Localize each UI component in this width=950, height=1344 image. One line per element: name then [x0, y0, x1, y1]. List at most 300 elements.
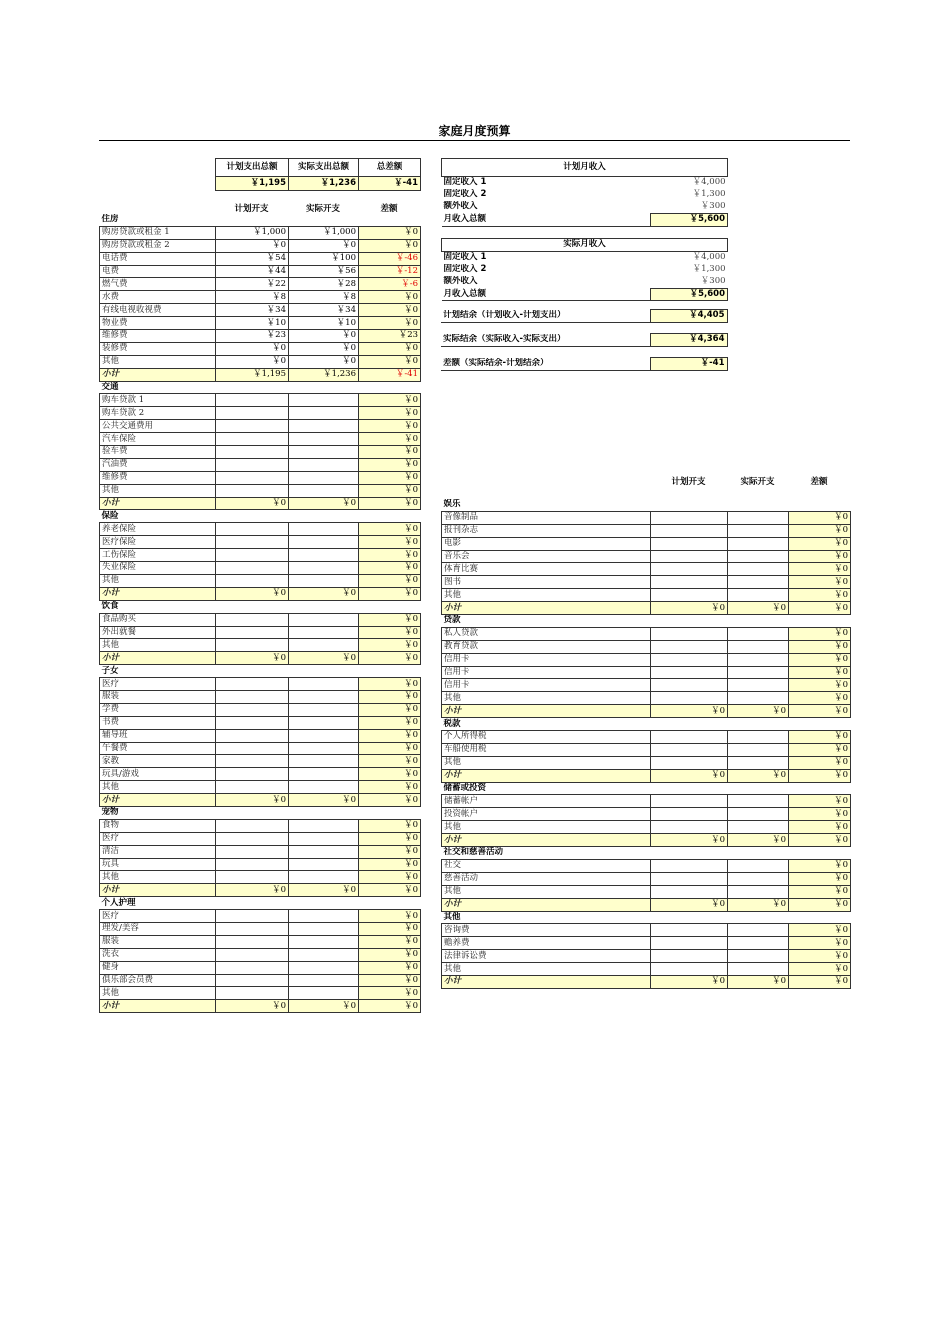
actual-cell[interactable]	[728, 679, 789, 692]
diff-cell[interactable]: ￥0	[789, 950, 851, 963]
planned-cell[interactable]	[216, 768, 289, 781]
actual-cell[interactable]	[728, 821, 789, 834]
diff-cell[interactable]: ￥0	[359, 458, 421, 471]
diff-cell[interactable]: ￥0	[359, 845, 421, 858]
actual-cell[interactable]: ￥10	[289, 317, 359, 330]
planned-cell[interactable]	[216, 703, 289, 716]
planned-cell[interactable]: ￥0	[216, 884, 289, 897]
diff-cell[interactable]: ￥0	[789, 537, 851, 550]
planned-cell[interactable]	[651, 859, 728, 872]
total-actual-value[interactable]: ￥1,236	[289, 177, 359, 191]
planned-cell[interactable]	[651, 640, 728, 653]
actual-cell[interactable]	[289, 922, 359, 935]
planned-cell[interactable]: ￥22	[216, 278, 289, 291]
col-header-actual: 实际开支	[305, 203, 340, 214]
planned-cell[interactable]	[651, 524, 728, 537]
row-label: 其他	[442, 756, 651, 769]
actual-cell[interactable]	[289, 987, 359, 1000]
table-row	[100, 948, 421, 961]
diff-cell[interactable]: ￥0	[359, 239, 421, 252]
actual-cell[interactable]	[289, 678, 359, 691]
diff-cell[interactable]: ￥0	[359, 626, 421, 639]
total-planned-value[interactable]: ￥1,195	[216, 177, 289, 191]
actual-cell[interactable]	[289, 562, 359, 575]
actual-cell[interactable]	[289, 484, 359, 497]
actual-cell[interactable]	[289, 768, 359, 781]
diff-cell[interactable]: ￥0	[359, 446, 421, 459]
diff-cell[interactable]: ￥0	[359, 342, 421, 355]
actual-cell[interactable]	[289, 961, 359, 974]
planned-cell[interactable]	[216, 871, 289, 884]
planned-cell[interactable]	[216, 639, 289, 652]
actual-income-total-value[interactable]: ￥5,600	[651, 288, 728, 301]
table-row	[100, 613, 421, 626]
actual-cell[interactable]: ￥0	[289, 497, 359, 510]
actual-cell[interactable]: ￥8	[289, 291, 359, 304]
planned-cell[interactable]	[216, 394, 289, 407]
row-label: 电费	[100, 265, 216, 278]
actual-cell[interactable]	[728, 563, 789, 576]
actual-cell[interactable]	[728, 937, 789, 950]
planned-income-value[interactable]: ￥1,300	[692, 189, 726, 200]
actual-cell[interactable]	[289, 394, 359, 407]
actual-cell[interactable]	[728, 653, 789, 666]
planned-cell[interactable]	[216, 742, 289, 755]
diff-cell[interactable]: ￥0	[359, 922, 421, 935]
diff-cell[interactable]: ￥0	[359, 768, 421, 781]
planned-cell[interactable]: ￥0	[216, 587, 289, 600]
planned-cell[interactable]	[216, 562, 289, 575]
planned-cell[interactable]	[216, 471, 289, 484]
actual-cell[interactable]	[289, 574, 359, 587]
actual-cell[interactable]	[728, 550, 789, 563]
planned-cell[interactable]: ￥23	[216, 330, 289, 343]
diff-cell[interactable]: ￥23	[359, 330, 421, 343]
actual-cell[interactable]	[728, 808, 789, 821]
planned-cell[interactable]	[216, 819, 289, 832]
diff-cell[interactable]: ￥0	[359, 407, 421, 420]
diff-cell[interactable]: ￥0	[359, 562, 421, 575]
planned-cell[interactable]	[216, 523, 289, 536]
planned-cell[interactable]	[651, 963, 728, 976]
actual-cell[interactable]	[728, 950, 789, 963]
table-row	[100, 226, 421, 239]
planned-cell[interactable]	[216, 574, 289, 587]
diff-cell[interactable]: ￥0	[789, 576, 851, 589]
diff-cell[interactable]: ￥0	[359, 871, 421, 884]
planned-cell[interactable]	[216, 910, 289, 923]
planned-cell[interactable]: ￥44	[216, 265, 289, 278]
planned-cell[interactable]	[651, 795, 728, 808]
actual-cell[interactable]	[289, 703, 359, 716]
planned-cell[interactable]: ￥1,000	[216, 226, 289, 239]
actual-cell[interactable]	[289, 948, 359, 961]
subtotal-row	[442, 705, 851, 718]
diff-cell[interactable]: ￥0	[789, 602, 851, 615]
diff-cell[interactable]: ￥0	[359, 948, 421, 961]
diff-cell[interactable]: ￥0	[789, 821, 851, 834]
table-row	[100, 420, 421, 433]
diff-cell[interactable]: ￥0	[359, 703, 421, 716]
actual-cell[interactable]	[289, 471, 359, 484]
diff-cell[interactable]: ￥0	[789, 924, 851, 937]
diff-cell[interactable]: ￥0	[359, 433, 421, 446]
planned-cell[interactable]	[216, 678, 289, 691]
actual-cell[interactable]	[289, 690, 359, 703]
actual-cell[interactable]	[728, 640, 789, 653]
planned-cell[interactable]: ￥0	[216, 239, 289, 252]
total-actual-header: 实际支出总额	[289, 159, 359, 177]
actual-cell[interactable]	[289, 974, 359, 987]
actual-cell[interactable]	[728, 692, 789, 705]
diff-cell[interactable]: ￥0	[359, 794, 421, 807]
diff-cell[interactable]: ￥0	[359, 742, 421, 755]
planned-cell[interactable]	[216, 987, 289, 1000]
diff-cell[interactable]: ￥0	[359, 226, 421, 239]
planned-cell[interactable]	[216, 626, 289, 639]
diff-cell[interactable]: ￥-46	[359, 252, 421, 265]
planned-cell[interactable]	[651, 743, 728, 756]
diff-cell[interactable]: ￥0	[789, 705, 851, 718]
actual-income-label: 额外收入	[443, 276, 478, 287]
planned-cell[interactable]: ￥1,195	[216, 368, 289, 381]
planned-cell[interactable]	[216, 433, 289, 446]
diff-cell[interactable]: ￥0	[359, 935, 421, 948]
planned-cell[interactable]	[216, 420, 289, 433]
diff-cell[interactable]: ￥0	[359, 716, 421, 729]
diff-cell[interactable]: ￥0	[359, 420, 421, 433]
table-row	[100, 471, 421, 484]
planned-cell[interactable]	[651, 821, 728, 834]
planned-cell[interactable]	[216, 446, 289, 459]
planned-income-value[interactable]: ￥4,000	[692, 177, 726, 188]
planned-cell[interactable]: ￥0	[651, 769, 728, 782]
diff-cell[interactable]: ￥0	[359, 858, 421, 871]
actual-cell[interactable]	[289, 910, 359, 923]
diff-cell[interactable]: ￥-6	[359, 278, 421, 291]
subtotal-row	[442, 975, 851, 988]
actual-cell[interactable]: ￥0	[728, 705, 789, 718]
actual-cell[interactable]	[289, 716, 359, 729]
actual-cell[interactable]	[289, 407, 359, 420]
diff-cell[interactable]: ￥0	[359, 304, 421, 317]
diff-cell[interactable]: ￥0	[789, 511, 851, 524]
planned-cell[interactable]	[216, 781, 289, 794]
diff-cell[interactable]: ￥0	[789, 666, 851, 679]
planned-cell[interactable]	[216, 755, 289, 768]
planned-cell[interactable]	[216, 845, 289, 858]
diff-cell[interactable]: ￥0	[359, 652, 421, 665]
actual-income-value[interactable]: ￥300	[700, 276, 726, 287]
planned-cell[interactable]	[651, 550, 728, 563]
diff-cell[interactable]: ￥0	[359, 484, 421, 497]
diff-cell[interactable]: ￥0	[789, 743, 851, 756]
planned-cell[interactable]	[216, 935, 289, 948]
diff-cell[interactable]: ￥0	[359, 394, 421, 407]
planned-cell[interactable]	[651, 666, 728, 679]
planned-cell[interactable]	[651, 924, 728, 937]
planned-cell[interactable]	[651, 692, 728, 705]
section-title: 子女	[101, 665, 119, 676]
planned-cell[interactable]	[651, 950, 728, 963]
actual-income-value[interactable]: ￥1,300	[692, 264, 726, 275]
diff-cell[interactable]: ￥0	[789, 524, 851, 537]
planned-cell[interactable]	[216, 974, 289, 987]
planned-cell[interactable]	[216, 858, 289, 871]
diff-cell[interactable]: ￥0	[359, 755, 421, 768]
planned-cell[interactable]	[216, 922, 289, 935]
planned-cell[interactable]	[651, 537, 728, 550]
planned-cell[interactable]	[651, 576, 728, 589]
diff-cell[interactable]: ￥-12	[359, 265, 421, 278]
actual-cell[interactable]	[728, 731, 789, 744]
actual-cell[interactable]: ￥0	[289, 342, 359, 355]
actual-cell[interactable]: ￥0	[728, 602, 789, 615]
row-label: 理发/美容	[100, 922, 216, 935]
actual-cell[interactable]: ￥0	[728, 898, 789, 911]
actual-cell[interactable]	[289, 819, 359, 832]
actual-cell[interactable]	[289, 755, 359, 768]
planned-cell[interactable]	[651, 937, 728, 950]
actual-cell[interactable]: ￥34	[289, 304, 359, 317]
diff-cell[interactable]: ￥0	[789, 640, 851, 653]
diff-cell[interactable]: ￥0	[789, 975, 851, 988]
actual-cell[interactable]: ￥0	[728, 834, 789, 847]
planned-cell[interactable]	[651, 756, 728, 769]
actual-cell[interactable]	[289, 935, 359, 948]
subtotal-label: 小计	[442, 834, 651, 847]
planned-cell[interactable]	[651, 679, 728, 692]
diff-cell[interactable]: ￥0	[359, 974, 421, 987]
actual-cell[interactable]: ￥0	[728, 975, 789, 988]
actual-cell[interactable]: ￥0	[289, 587, 359, 600]
planned-cell[interactable]	[216, 690, 289, 703]
actual-cell[interactable]	[728, 872, 789, 885]
actual-cell[interactable]	[289, 639, 359, 652]
planned-cell[interactable]	[651, 872, 728, 885]
diff-cell[interactable]: ￥0	[789, 769, 851, 782]
planned-cell[interactable]: ￥8	[216, 291, 289, 304]
actual-cell[interactable]	[728, 589, 789, 602]
actual-cell[interactable]: ￥0	[289, 794, 359, 807]
row-label: 信用卡	[442, 679, 651, 692]
actual-cell[interactable]	[289, 626, 359, 639]
diff-cell[interactable]: ￥0	[359, 781, 421, 794]
actual-cell[interactable]	[728, 511, 789, 524]
diff-cell[interactable]: ￥0	[359, 690, 421, 703]
planned-cell[interactable]	[216, 729, 289, 742]
diff-cell[interactable]: ￥0	[359, 819, 421, 832]
actual-balance-value[interactable]: ￥4,364	[650, 334, 727, 347]
planned-cell[interactable]: ￥0	[651, 602, 728, 615]
diff-cell[interactable]: ￥0	[359, 884, 421, 897]
diff-cell[interactable]: ￥0	[359, 536, 421, 549]
planned-cell[interactable]: ￥10	[216, 317, 289, 330]
actual-cell[interactable]: ￥0	[289, 652, 359, 665]
actual-cell[interactable]	[289, 742, 359, 755]
actual-cell[interactable]	[289, 433, 359, 446]
planned-cell[interactable]	[216, 832, 289, 845]
row-label: 投资帐户	[442, 808, 651, 821]
actual-cell[interactable]	[289, 858, 359, 871]
planned-cell[interactable]	[651, 589, 728, 602]
planned-income-value[interactable]: ￥300	[700, 201, 726, 212]
diff-cell[interactable]: ￥0	[789, 550, 851, 563]
diff-cell[interactable]: ￥0	[789, 898, 851, 911]
planned-cell[interactable]: ￥0	[651, 975, 728, 988]
planned-cell[interactable]	[216, 948, 289, 961]
planned-cell[interactable]: ￥54	[216, 252, 289, 265]
planned-cell[interactable]	[651, 627, 728, 640]
actual-cell[interactable]	[289, 458, 359, 471]
actual-cell[interactable]: ￥0	[289, 239, 359, 252]
diff-cell[interactable]: ￥0	[789, 731, 851, 744]
actual-cell[interactable]	[289, 446, 359, 459]
diff-cell[interactable]: ￥0	[789, 834, 851, 847]
diff-cell[interactable]: ￥0	[789, 653, 851, 666]
planned-cell[interactable]	[651, 731, 728, 744]
diff-cell[interactable]: ￥0	[359, 987, 421, 1000]
diff-cell[interactable]: ￥-41	[359, 368, 421, 381]
diff-cell[interactable]: ￥0	[359, 613, 421, 626]
planned-cell[interactable]	[651, 808, 728, 821]
table-row	[100, 703, 421, 716]
planned-cell[interactable]	[651, 885, 728, 898]
actual-cell[interactable]	[289, 871, 359, 884]
actual-cell[interactable]	[728, 795, 789, 808]
table-row	[100, 871, 421, 884]
diff-cell[interactable]: ￥0	[359, 497, 421, 510]
planned-cell[interactable]	[216, 536, 289, 549]
diff-cell[interactable]: ￥0	[789, 937, 851, 950]
diff-cell[interactable]: ￥0	[359, 1000, 421, 1013]
actual-cell[interactable]: ￥0	[728, 769, 789, 782]
actual-cell[interactable]	[728, 537, 789, 550]
diff-cell[interactable]: ￥0	[789, 808, 851, 821]
diff-cell[interactable]: ￥0	[359, 639, 421, 652]
planned-cell[interactable]	[216, 549, 289, 562]
actual-cell[interactable]	[728, 885, 789, 898]
planned-cell[interactable]	[216, 613, 289, 626]
actual-cell[interactable]: ￥1,236	[289, 368, 359, 381]
planned-balance-value[interactable]: ￥4,405	[650, 310, 727, 323]
actual-cell[interactable]: ￥1,000	[289, 226, 359, 239]
actual-cell[interactable]: ￥56	[289, 265, 359, 278]
actual-cell[interactable]	[289, 613, 359, 626]
actual-cell[interactable]	[728, 576, 789, 589]
diff-cell[interactable]: ￥0	[359, 549, 421, 562]
actual-cell[interactable]	[728, 743, 789, 756]
actual-cell[interactable]	[728, 756, 789, 769]
diff-cell[interactable]: ￥0	[789, 795, 851, 808]
actual-cell[interactable]: ￥28	[289, 278, 359, 291]
diff-cell[interactable]: ￥0	[359, 587, 421, 600]
diff-cell[interactable]: ￥0	[789, 885, 851, 898]
actual-cell[interactable]: ￥100	[289, 252, 359, 265]
actual-cell[interactable]	[728, 666, 789, 679]
actual-cell[interactable]	[289, 832, 359, 845]
actual-cell[interactable]: ￥0	[289, 1000, 359, 1013]
actual-cell[interactable]	[289, 845, 359, 858]
actual-cell[interactable]	[289, 536, 359, 549]
diff-cell[interactable]: ￥0	[789, 756, 851, 769]
planned-cell[interactable]	[651, 653, 728, 666]
diff-cell[interactable]: ￥0	[359, 729, 421, 742]
diff-cell[interactable]: ￥0	[359, 961, 421, 974]
actual-cell[interactable]	[728, 963, 789, 976]
diff-cell[interactable]: ￥0	[359, 910, 421, 923]
actual-cell[interactable]	[728, 924, 789, 937]
planned-cell[interactable]: ￥0	[216, 342, 289, 355]
diff-cell[interactable]: ￥0	[359, 355, 421, 368]
actual-cell[interactable]	[289, 420, 359, 433]
actual-cell[interactable]	[728, 859, 789, 872]
table-row	[100, 317, 421, 330]
planned-cell[interactable]: ￥0	[651, 705, 728, 718]
diff-cell[interactable]: ￥0	[359, 678, 421, 691]
diff-cell[interactable]: ￥0	[789, 692, 851, 705]
actual-cell[interactable]	[289, 523, 359, 536]
planned-cell[interactable]: ￥0	[651, 898, 728, 911]
table-row	[442, 731, 851, 744]
actual-cell[interactable]	[728, 524, 789, 537]
row-label: 其他	[100, 574, 216, 587]
actual-cell[interactable]: ￥0	[289, 884, 359, 897]
planned-cell[interactable]	[216, 458, 289, 471]
diff-cell[interactable]: ￥0	[359, 574, 421, 587]
diff-cell[interactable]: ￥0	[789, 872, 851, 885]
planned-cell[interactable]: ￥0	[216, 794, 289, 807]
diff-cell[interactable]: ￥0	[359, 471, 421, 484]
planned-cell[interactable]	[216, 716, 289, 729]
planned-income-total-value[interactable]: ￥5,600	[651, 213, 728, 226]
planned-cell[interactable]: ￥0	[216, 652, 289, 665]
diff-cell[interactable]: ￥0	[359, 291, 421, 304]
actual-cell[interactable]	[728, 627, 789, 640]
actual-cell[interactable]: ￥0	[289, 355, 359, 368]
planned-cell[interactable]: ￥0	[216, 497, 289, 510]
planned-cell[interactable]	[651, 563, 728, 576]
actual-cell[interactable]	[289, 781, 359, 794]
diff-cell[interactable]: ￥0	[359, 523, 421, 536]
diff-cell[interactable]: ￥0	[789, 679, 851, 692]
table-row	[442, 576, 851, 589]
planned-cell[interactable]	[651, 511, 728, 524]
actual-cell[interactable]	[289, 729, 359, 742]
planned-cell[interactable]: ￥0	[216, 1000, 289, 1013]
planned-cell[interactable]: ￥0	[216, 355, 289, 368]
actual-cell[interactable]	[289, 549, 359, 562]
planned-cell[interactable]	[216, 407, 289, 420]
diff-cell[interactable]: ￥0	[359, 317, 421, 330]
total-diff-value[interactable]: ￥-41	[359, 177, 421, 191]
diff-cell[interactable]: ￥0	[789, 563, 851, 576]
planned-cell[interactable]: ￥34	[216, 304, 289, 317]
diff-cell[interactable]: ￥0	[789, 627, 851, 640]
planned-cell[interactable]: ￥0	[651, 834, 728, 847]
table-row	[100, 574, 421, 587]
actual-cell[interactable]: ￥0	[289, 330, 359, 343]
planned-cell[interactable]	[216, 484, 289, 497]
diff-cell[interactable]: ￥0	[789, 859, 851, 872]
diff-cell[interactable]: ￥0	[789, 589, 851, 602]
diff-cell[interactable]: ￥0	[359, 832, 421, 845]
planned-cell[interactable]	[216, 961, 289, 974]
balance-diff-value[interactable]: ￥-41	[650, 358, 727, 371]
section-header-row	[442, 615, 851, 628]
actual-income-value[interactable]: ￥4,000	[692, 252, 726, 263]
diff-cell[interactable]: ￥0	[789, 963, 851, 976]
